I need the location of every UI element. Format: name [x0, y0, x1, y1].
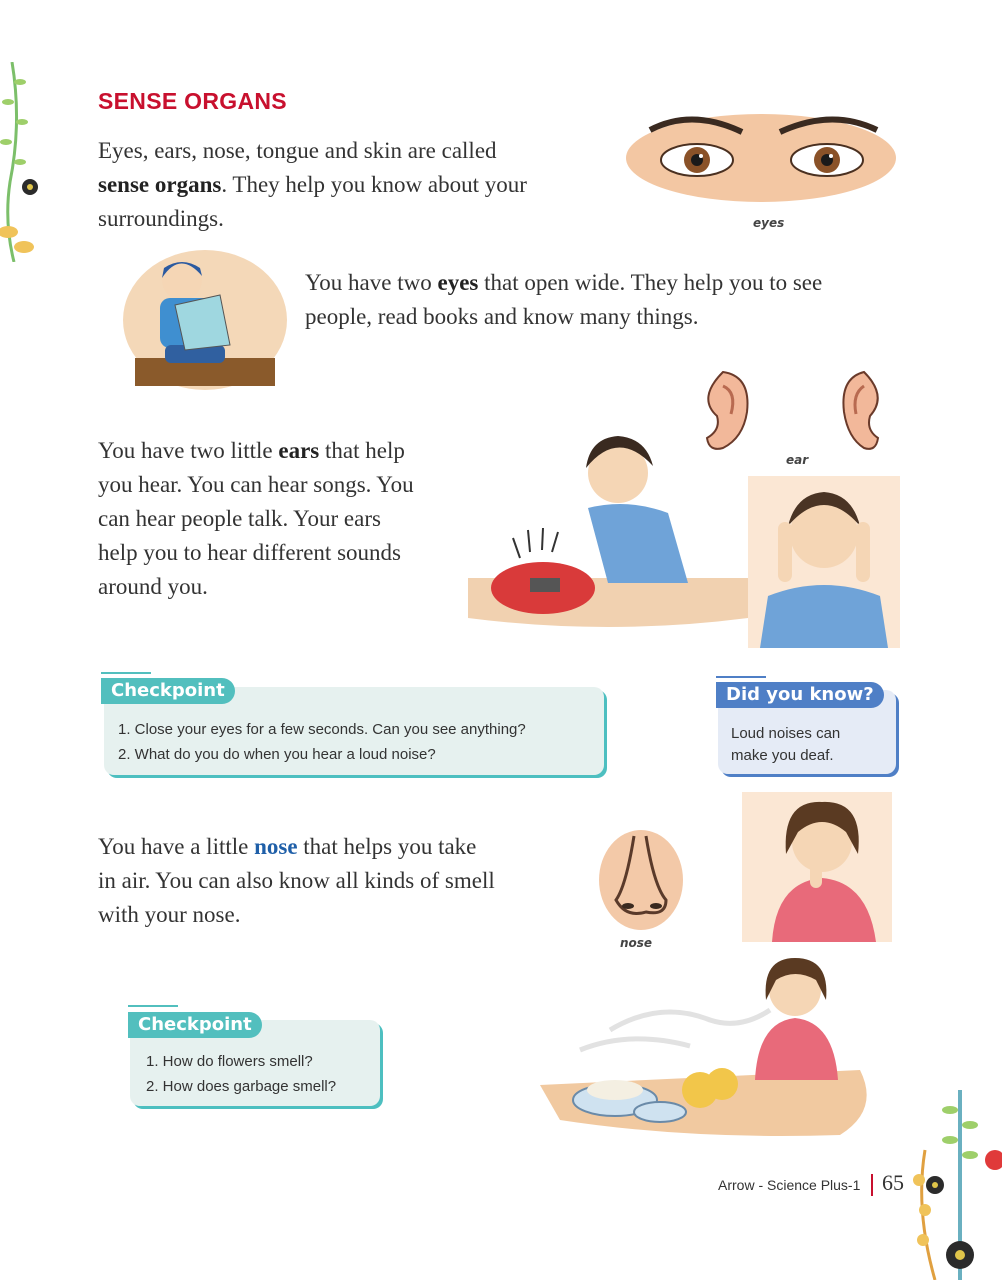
ears-text-3: you hear. You can hear songs. You [98, 472, 414, 497]
did-you-know-line-1: Loud noises can [731, 725, 841, 742]
boy-reading-illustration [120, 250, 290, 400]
intro-paragraph [98, 134, 618, 236]
checkpoint-label-2: Checkpoint [128, 1012, 262, 1038]
ears-text-5: help you to hear different sounds [98, 540, 401, 565]
girl-pointing-nose-illustration [742, 792, 892, 942]
boy-covering-ears-illustration [748, 476, 900, 648]
checkpoint-label-1: Checkpoint [101, 678, 235, 704]
ears-paragraph [98, 434, 478, 604]
checkpoint-1-item-1: 1. Close your eyes for a few seconds. Can you see anything? [118, 721, 526, 738]
eyes-caption: eyes [753, 216, 785, 230]
ears-text-4: can hear people talk. Your ears [98, 506, 381, 531]
nose-term: nose [254, 834, 298, 859]
ears-text-6: around you. [98, 574, 208, 599]
ears-text-2: that help [319, 438, 405, 463]
nose-text-4: with your nose. [98, 902, 241, 927]
nose-text-3: in air. You can also know all kinds of smell [98, 868, 495, 893]
footer-divider [871, 1174, 873, 1196]
checkpoint-2-item-1: 1. How do flowers smell? [146, 1053, 313, 1070]
nose-caption: nose [620, 936, 653, 950]
intro-text-3: surroundings. [98, 206, 224, 231]
nose-illustration [596, 826, 686, 934]
book-title-footer: Arrow - Science Plus-1 [718, 1177, 861, 1193]
eyes-text-2: that open wide. They help you to see [478, 270, 823, 295]
page-number: 65 [882, 1170, 904, 1195]
ear-right-illustration [840, 368, 890, 454]
intro-text-2: . They help you know about your [221, 172, 527, 197]
did-you-know-label: Did you know? [716, 682, 884, 708]
checkpoint-1-item-2: 2. What do you do when you hear a loud noise? [118, 746, 436, 763]
boy-telephone-illustration [468, 418, 748, 636]
girl-smelling-food-illustration [540, 950, 900, 1138]
did-you-know-accent-line [716, 676, 766, 678]
plant-decoration-left [0, 62, 40, 262]
checkpoint-2-item-2: 2. How does garbage smell? [146, 1078, 337, 1095]
sense-organs-term: sense organs [98, 172, 222, 197]
ears-text: You have two little [98, 438, 279, 463]
page-title: SENSE ORGANS [98, 88, 287, 114]
eyes-term: eyes [437, 270, 479, 295]
eyes-text-3: people, read books and know many things. [305, 304, 699, 329]
eyes-paragraph [305, 266, 905, 334]
nose-text: You have a little [98, 834, 255, 859]
eyes-text: You have two [305, 270, 438, 295]
nose-paragraph [98, 830, 578, 932]
did-you-know-line-2: make you deaf. [731, 747, 834, 764]
checkpoint-accent-line-2 [128, 1005, 178, 1007]
intro-text: Eyes, ears, nose, tongue and skin are called [98, 138, 497, 163]
ears-term: ears [278, 438, 320, 463]
nose-text-2: that helps you take [297, 834, 477, 859]
eyes-illustration [622, 108, 900, 208]
ear-caption: ear [786, 453, 809, 467]
checkpoint-accent-line-1 [101, 672, 151, 674]
plant-decoration-right [905, 1090, 1002, 1280]
